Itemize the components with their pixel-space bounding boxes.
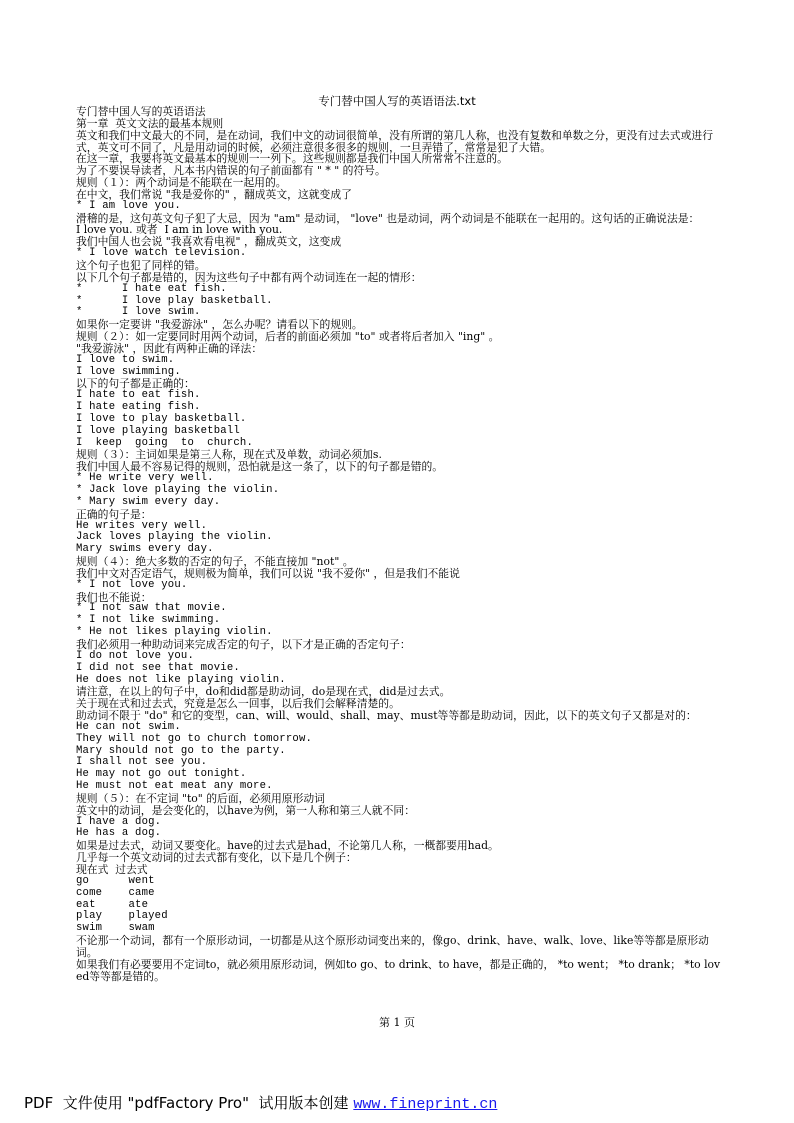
text-line: 我们中文对否定语气，规则极为简单，我们可以说 "我不爱你" ，但是我们不能说 (76, 566, 460, 580)
text-line: * He not likes playing violin. (76, 626, 273, 639)
text-line: play played (76, 910, 168, 923)
fineprint-link[interactable]: www.fineprint.cn (353, 1096, 498, 1113)
text-line: eat ate (76, 898, 149, 911)
text-line: I love playing basketball (76, 424, 240, 437)
text-line: 几乎每一个英文动词的过去式都有变化，以下是几个例子： (76, 851, 357, 865)
text-line: 以下的句子都是正确的： (76, 377, 195, 391)
text-line: He can not swim. (76, 720, 181, 733)
text-line: 关于现在式和过去式，究竟是怎么一回事，以后我们会解释清楚的。 (76, 697, 400, 711)
text-line: 规则（４）：绝大多数的否定的句子，不能直接加 "not" 。 (76, 555, 354, 569)
text-line: "我爱游泳" ，因此有两种正确的译法： (76, 341, 263, 355)
text-line: He does not like playing violin. (76, 673, 286, 686)
text-line: I shall not see you. (76, 756, 208, 769)
text-line: go went (76, 874, 155, 887)
text-line: 现在式 过去式 (76, 863, 148, 876)
text-line: 我们中国人也会说 "我喜欢看电视" ，翻成英文，这变成 (76, 235, 342, 249)
text-line: come came (76, 886, 155, 899)
text-line: 我们也不能说： (76, 590, 152, 604)
text-line: * I am love you. (76, 199, 181, 212)
text-line: 如果你一定要讲 "我爱游泳" ，怎么办呢？请看以下的规则。 (76, 318, 363, 332)
text-line: 正确的句子是： (76, 507, 152, 521)
text-line: 规则（５）：在不定词 "to" 的后面，必须用原形动词 (76, 791, 325, 805)
text-line: Jack loves playing the violin. (76, 531, 273, 544)
text-line: They will not go to church tomorrow. (76, 732, 313, 745)
text-line: 专门替中国人写的英语语法 (76, 105, 206, 118)
text-line: 不论那一个动词，都有一个原形动词，一切都是从这个原形动词变出来的，像go、drink、have、walk、love、like等等都是原形动词。 (76, 934, 709, 959)
text-line: I love to swim. (76, 353, 175, 366)
text-line: He writes very well. (76, 519, 208, 532)
text-line: swim swam (76, 922, 155, 935)
text-line: * I love play basketball. (76, 294, 273, 307)
text-line: Mary should not go to the party. (76, 744, 286, 757)
text-line: Mary swims every day. (76, 543, 214, 556)
text-line: I love you. 或者 I am in love with you. (76, 223, 283, 237)
footer-text: PDF 文件使用 "pdfFactory Pro" 试用版本创建 (24, 1094, 354, 1112)
text-line: I did not see that movie. (76, 661, 240, 674)
text-line: 这个句子也犯了同样的错。 (76, 258, 206, 272)
text-line: He must not eat meat any more. (76, 780, 273, 793)
text-line: * Jack love playing the violin. (76, 484, 280, 496)
text-line: * I not like swimming. (76, 614, 221, 627)
text-line: * I hate eat fish. (76, 282, 227, 295)
text-line: 滑稽的是，这句英文句子犯了大忌，因为 "am" 是动词， "love" 也是动词，两个动词是不能联在一起用的。这句话的正确说法是： (76, 211, 700, 225)
text-line: He may not go out tonight. (76, 768, 247, 781)
text-line: 第一章 英文文法的最基本规则 (76, 116, 224, 130)
text-line: 英文中的动词，是会变化的，以have为例，第一人称和第三人就不同： (76, 803, 415, 817)
text-line: 请注意，在以上的句子中，do和did都是助动词，do是现在式，did是过去式。 (76, 685, 451, 699)
text-line: I love to play basketball. (76, 412, 247, 425)
text-line: 英文和我们中文最大的不同，是在动词，我们中文的动词很简单，没有所谓的第几人称，也没有复数和单数之分，更没有过去式或进行式，英文可不同了，凡是用动词的时候，必须注意很多很多的规则，一旦弄错了，常常是犯了大错。 (76, 128, 714, 154)
pdf-footer (24, 1094, 497, 1114)
document-body (76, 106, 722, 982)
page-number: 第 1 页 (379, 1016, 415, 1029)
text-line: 为了不要误导读者，凡本书内错误的句子前面都有 " * " 的符号。 (76, 164, 386, 178)
text-line: 以下几个句子都是错的，因为这些句子中都有两个动词连在一起的情形： (76, 270, 422, 284)
text-line: * I love swim. (76, 306, 201, 319)
text-line: 规则（１）：两个动词是不能联在一起用的。 (76, 176, 287, 190)
text-line: I love swimming. (76, 365, 181, 378)
text-line: 如果是过去式，动词又要变化。have的过去式是had，不论第几人称，一概都要用had。 (76, 839, 499, 853)
text-line: I keep going to church. (76, 436, 254, 449)
text-line: 在这一章，我要将英文最基本的规则一一列下。这些规则都是我们中国人所常常不注意的。 (76, 152, 508, 166)
text-line: He has a dog. (76, 827, 162, 840)
text-line: 规则（３）：主词如果是第三人称，现在式及单数，动词必须加s. (76, 448, 382, 462)
text-line: I hate eating fish. (76, 401, 201, 414)
document-title: 专门替中国人写的英语语法.txt (318, 94, 476, 108)
text-line: I do not love you. (76, 649, 195, 662)
text-line: * Mary swim every day. (76, 495, 221, 508)
text-line: * He write very well. (76, 472, 214, 485)
text-line: * I love watch television. (76, 247, 247, 260)
text-line: I hate to eat fish. (76, 389, 201, 402)
text-line: 助动词不限于 "do" 和它的变型，can、will、would、shall、may、must等等都是助动词，因此，以下的英文句子又都是对的： (76, 709, 697, 723)
text-line: 在中文，我们常说 "我是爱你的" ，翻成英文，这就变成了 (76, 187, 352, 201)
text-line: * I not love you. (76, 578, 188, 591)
text-line: * I not saw that movie. (76, 602, 227, 615)
text-line: 我们中国人最不容易记得的规则，恐怕就是这一条了，以下的句子都是错的。 (76, 460, 444, 474)
text-line: I have a dog. (76, 815, 162, 828)
text-line: 如果我们有必要要用不定词to，就必须用原形动词，例如to go、to drink、to have，都是正确的， *to went； *to drank； *to loved等等都是错的。 (76, 957, 721, 983)
text-line: 规则（２）：如一定要同时用两个动词，后者的前面必须加 "to" 或者将后者加入 "ing" 。 (76, 330, 500, 344)
text-line: 我们必须用一种助动词来完成否定的句子，以下才是正确的否定句子： (76, 637, 411, 651)
